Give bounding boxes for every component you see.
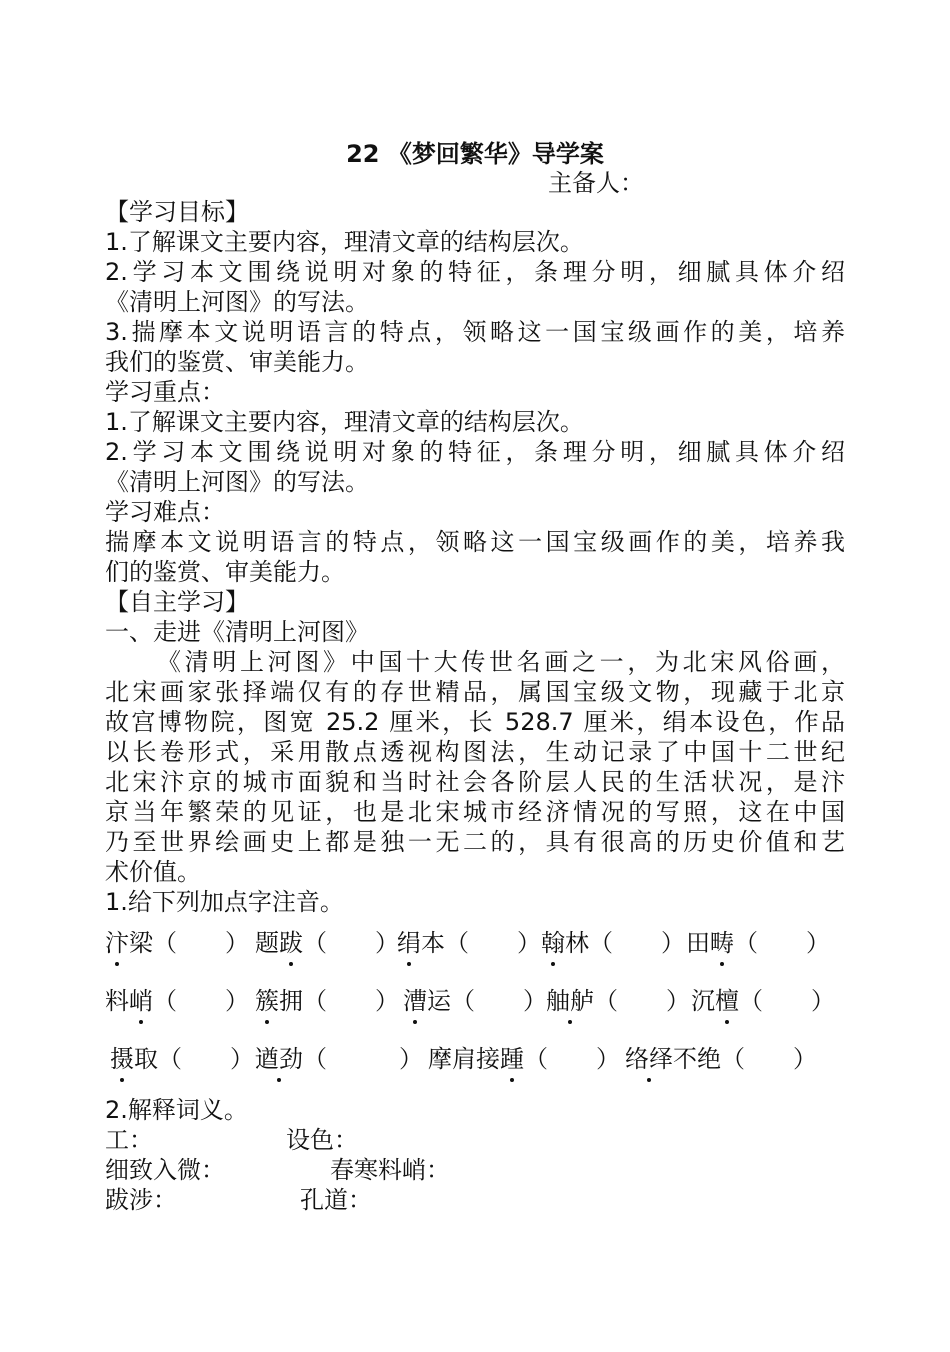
question-1: 1.给下列加点字注音。 xyxy=(105,888,344,916)
dotted-char: 汴 xyxy=(105,929,129,957)
page-title: 22 《梦回繁华》导学案 xyxy=(346,140,604,168)
pinyin-item: 汴梁（ ） xyxy=(105,929,249,957)
intro-line: 术价值。 xyxy=(105,858,201,886)
pinyin-item: 翰林（ ） xyxy=(541,929,685,957)
pinyin-item: 沉檀（ ） xyxy=(691,987,835,1015)
dotted-char: 檀 xyxy=(715,987,739,1015)
difficulty-line: 们的鉴赏、审美能力。 xyxy=(105,558,345,586)
pinyin-item: 漕运（ ） xyxy=(403,987,547,1015)
intro-line: 故宫博物院，图宽 25.2 厘米，长 528.7 厘米，绢本设色，作品 xyxy=(105,708,845,736)
key-point-item: 1.了解课文主要内容，理清文章的结构层次。 xyxy=(105,408,584,436)
pinyin-item: 田畴（ ） xyxy=(686,929,830,957)
dotted-char: 簇 xyxy=(255,987,279,1015)
goals-heading: 【学习目标】 xyxy=(105,198,249,226)
definition-term: 孔道： xyxy=(300,1186,372,1214)
key-points-heading: 学习重点： xyxy=(105,378,225,406)
dotted-char: 绢 xyxy=(397,929,421,957)
pinyin-item: 摩肩接踵（ ） xyxy=(428,1045,620,1073)
dotted-char: 峭 xyxy=(129,987,153,1015)
definition-term: 细致入微： xyxy=(105,1156,225,1184)
pinyin-item: 料峭（ ） xyxy=(105,987,249,1015)
pinyin-item: 绢本（ ） xyxy=(397,929,541,957)
key-point-item: 2.学习本文围绕说明对象的特征，条理分明，细腻具体介绍 xyxy=(105,438,845,466)
definition-term: 工： xyxy=(105,1126,153,1154)
intro-line: 北宋汴京的城市面貌和当时社会各阶层人民的生活状况，是汴 xyxy=(105,768,845,796)
dotted-char: 遒劲 xyxy=(255,1045,303,1073)
section-title: 一、走进《清明上河图》 xyxy=(105,618,369,646)
pinyin-item: 舳舻（ ） xyxy=(546,987,690,1015)
pinyin-item: 摄取（ ） xyxy=(110,1045,254,1073)
goal-item: 《清明上河图》的写法。 xyxy=(105,288,369,316)
intro-line: 京当年繁荣的见证，也是北宋城市经济情况的写照，这在中国 xyxy=(105,798,845,826)
dotted-char: 跋 xyxy=(279,929,303,957)
pinyin-item: 题跋（ ） xyxy=(255,929,399,957)
key-point-item: 《清明上河图》的写法。 xyxy=(105,468,369,496)
goal-item: 我们的鉴赏、审美能力。 xyxy=(105,348,369,376)
dotted-char: 漕 xyxy=(403,987,427,1015)
dotted-char: 踵 xyxy=(500,1045,524,1073)
dotted-char: 摄 xyxy=(110,1045,134,1073)
intro-line: 以长卷形式，采用散点透视构图法，生动记录了中国十二世纪 xyxy=(105,738,845,766)
self-study-heading: 【自主学习】 xyxy=(105,588,249,616)
difficulty-line: 揣摩本文说明语言的特点，领略这一国宝级画作的美，培养我 xyxy=(105,528,845,556)
dotted-char: 畴 xyxy=(710,929,734,957)
difficulties-heading: 学习难点： xyxy=(105,498,225,526)
goal-item: 1.了解课文主要内容，理清文章的结构层次。 xyxy=(105,228,584,256)
intro-line: 乃至世界绘画史上都是独一无二的，具有很高的历史价值和艺 xyxy=(105,828,845,856)
author-label: 主备人： xyxy=(548,169,644,197)
pinyin-item: 遒劲（ ） xyxy=(255,1045,423,1073)
dotted-char: 舳舻 xyxy=(546,987,594,1015)
question-2: 2.解释词义。 xyxy=(105,1096,248,1124)
intro-line: 《清明上河图》中国十大传世名画之一，为北宋风俗画， xyxy=(157,648,845,676)
dotted-char: 翰 xyxy=(541,929,565,957)
goal-item: 2.学习本文围绕说明对象的特征，条理分明，细腻具体介绍 xyxy=(105,258,845,286)
dotted-char: 络绎 xyxy=(625,1045,673,1073)
definition-term: 设色： xyxy=(286,1126,358,1154)
intro-line: 北宋画家张择端仅有的存世精品，属国宝级文物，现藏于北京 xyxy=(105,678,845,706)
pinyin-item: 络绎不绝（ ） xyxy=(625,1045,817,1073)
definition-term: 春寒料峭： xyxy=(330,1156,450,1184)
goal-item: 3.揣摩本文说明语言的特点，领略这一国宝级画作的美，培养 xyxy=(105,318,845,346)
pinyin-item: 簇拥（ ） xyxy=(255,987,399,1015)
definition-term: 跋涉： xyxy=(105,1186,177,1214)
